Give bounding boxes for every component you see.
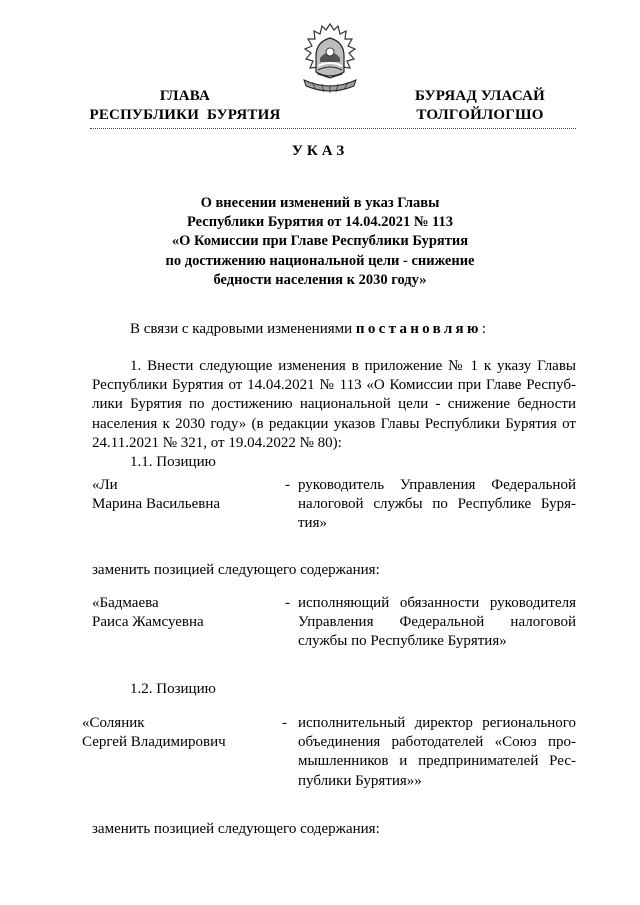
header-right-line1: БУРЯАД УЛАСАЙ <box>414 88 546 104</box>
header-left-line1: ГЛАВА <box>159 88 211 104</box>
role-line-last: тия» <box>298 515 327 532</box>
old-position-surname: «Ли <box>92 477 118 493</box>
header-left <box>70 87 300 125</box>
header-divider <box>90 128 576 129</box>
preamble-colon: : <box>481 321 486 337</box>
role-line-last: публики Бурятия»» <box>298 772 422 789</box>
subpoint-1-2-heading: 1.2. Позицию <box>130 681 216 697</box>
subject-line: О внесении изменений в указ Главы <box>200 195 440 211</box>
new-position-name <box>92 594 282 632</box>
role-line: руководитель Управления Федеральной <box>298 477 576 493</box>
role-line: Управления Федеральной налоговой <box>298 614 576 631</box>
point-1 <box>92 357 576 472</box>
old-position-2-surname: «Соляник <box>82 715 145 731</box>
subject-line: Республики Бурятия от 14.04.2021 № 113 <box>187 214 453 231</box>
decree-word: постановляю <box>355 321 482 337</box>
point-1-line: Республики Бурятия от 14.04.2021 № 113 «О Комиссии при Главе Респуб- <box>92 377 576 394</box>
role-line-last: службы по Республике Бурятия» <box>298 633 507 650</box>
preamble-text: В связи с кадровыми изменениями <box>130 321 356 337</box>
coat-of-arms-emblem <box>298 22 362 98</box>
old-position-2-role <box>298 714 576 791</box>
header-left-line2: РЕСПУБЛИКИ БУРЯТИЯ <box>89 107 281 123</box>
role-line: исполнительный директор регионального <box>298 715 576 731</box>
subject-line: бедности населения к 2030 году» <box>213 271 427 288</box>
point-1-line-last: 24.11.2021 № 321, от 19.04.2022 № 80): <box>92 434 342 451</box>
role-line: объединения работодателей «Союз про- <box>298 734 576 751</box>
subject-line: по достижению национальной цели - снижение <box>165 252 475 269</box>
old-position-given-name: Марина Васильевна <box>92 496 221 513</box>
old-position-role <box>298 476 576 534</box>
subject-line: «О Комиссии при Главе Республики Бурятия <box>171 233 469 250</box>
new-position-role <box>298 594 576 652</box>
old-position-2-name <box>82 714 282 752</box>
subpoint-1-1-heading: 1.1. Позицию <box>130 454 216 471</box>
point-1-line: населения к 2030 году» (в редакции указов Главы Республики Бурятия от <box>92 415 576 432</box>
role-line: налоговой службы по Республике Буря- <box>298 496 576 513</box>
replace-instruction: заменить позицией следующего содержания: <box>92 562 380 578</box>
old-position-2-dash: - <box>282 715 287 731</box>
role-line: мышленников и предпринимателей Рес- <box>298 753 576 770</box>
new-position-dash: - <box>285 595 290 611</box>
old-position-dash: - <box>285 477 290 493</box>
header-right-line2: ТОЛГОЙЛОГШО <box>416 107 544 123</box>
header-right <box>370 87 590 125</box>
document-subject <box>120 194 520 290</box>
preamble <box>130 320 590 339</box>
old-position-name <box>92 476 282 514</box>
replace-instruction-2: заменить позицией следующего содержания: <box>92 821 380 837</box>
document-title: УКАЗ <box>291 143 349 159</box>
role-line: исполняющий обязанности руководителя <box>298 595 576 611</box>
point-1-line: 1. Внести следующие изменения в приложение № 1 к указу Главы <box>130 358 576 374</box>
new-position-surname: «Бадмаева <box>92 595 159 611</box>
new-position-given-name: Раиса Жамсуевна <box>92 614 204 631</box>
point-1-line: лики Бурятия по достижению национальной цели - снижение бедности <box>92 396 576 413</box>
old-position-2-given-name: Сергей Владимирович <box>82 734 226 751</box>
